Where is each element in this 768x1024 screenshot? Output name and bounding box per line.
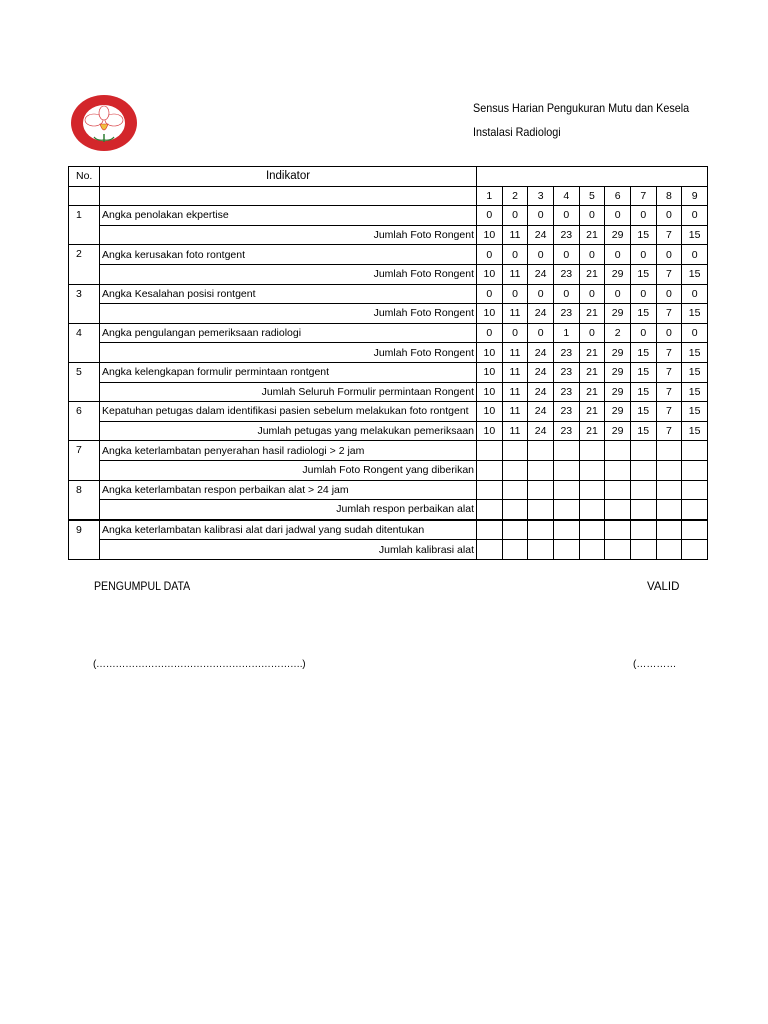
indicator-row <box>69 206 708 226</box>
denominator-value-cell: 10 <box>477 264 503 284</box>
numerator-value-cell: 2 <box>605 323 631 343</box>
numerator-value-cell: 24 <box>528 362 554 382</box>
numerator-value-cell <box>502 480 528 500</box>
denominator-value-cell <box>605 460 631 480</box>
numerator-value-cell: 29 <box>605 362 631 382</box>
denominator-value-cell: 24 <box>528 382 554 402</box>
indicator-number: 8 <box>69 480 100 500</box>
denominator-value-cell: 7 <box>656 382 682 402</box>
denominator-value-cell <box>528 460 554 480</box>
denominator-value-cell: 11 <box>502 343 528 363</box>
day-header: 2 <box>502 186 528 206</box>
denominator-value-cell: 24 <box>528 343 554 363</box>
denominator-value-cell <box>477 500 503 520</box>
indicator-number-continuation <box>69 500 100 520</box>
numerator-value-cell: 15 <box>682 362 708 382</box>
numerator-value-cell: 0 <box>605 245 631 265</box>
numerator-value-cell <box>656 520 682 540</box>
denominator-value-cell: 10 <box>477 304 503 324</box>
denominator-value-cell <box>579 460 605 480</box>
denominator-value-cell: 23 <box>553 304 579 324</box>
indicator-number-continuation <box>69 382 100 402</box>
denominator-value-cell: 15 <box>682 343 708 363</box>
denominator-value-cell <box>553 460 579 480</box>
denominator-value-cell <box>477 460 503 480</box>
denominator-row <box>69 264 708 284</box>
denominator-value-cell: 11 <box>502 264 528 284</box>
denominator-value-cell: 21 <box>579 304 605 324</box>
denominator-value-cell: 29 <box>605 225 631 245</box>
denominator-value-cell <box>630 500 656 520</box>
indicator-denominator-label: Jumlah kalibrasi alat <box>100 540 477 560</box>
denominator-value-cell <box>656 460 682 480</box>
indicator-number-continuation <box>69 343 100 363</box>
numerator-value-cell <box>656 441 682 461</box>
numerator-value-cell: 0 <box>553 284 579 304</box>
day-header: 1 <box>477 186 503 206</box>
census-table <box>68 166 708 560</box>
indicator-number-continuation <box>69 304 100 324</box>
denominator-value-cell <box>502 460 528 480</box>
indicator-denominator-label: Jumlah respon perbaikan alat <box>100 500 477 520</box>
day-header: 3 <box>528 186 554 206</box>
numerator-value-cell: 0 <box>656 323 682 343</box>
indicator-numerator-label: Angka kelengkapan formulir permintaan rontgent <box>100 362 477 382</box>
numerator-value-cell: 0 <box>477 323 503 343</box>
denominator-value-cell: 23 <box>553 343 579 363</box>
denominator-value-cell: 21 <box>579 264 605 284</box>
denominator-value-cell: 21 <box>579 343 605 363</box>
numerator-value-cell <box>477 441 503 461</box>
indicator-numerator-label: Angka keterlambatan respon perbaikan alat > 24 jam <box>100 480 477 500</box>
numerator-value-cell: 0 <box>579 206 605 226</box>
numerator-value-cell <box>477 520 503 540</box>
denominator-value-cell <box>605 500 631 520</box>
denominator-value-cell: 21 <box>579 225 605 245</box>
indicator-row <box>69 480 708 500</box>
indicator-numerator-label: Angka pengulangan pemeriksaan radiologi <box>100 323 477 343</box>
numerator-value-cell: 0 <box>579 323 605 343</box>
indicator-denominator-label: Jumlah Foto Rongent <box>100 225 477 245</box>
denominator-value-cell: 24 <box>528 421 554 441</box>
numerator-value-cell <box>605 520 631 540</box>
denominator-value-cell: 10 <box>477 343 503 363</box>
denominator-value-cell <box>656 540 682 560</box>
denominator-value-cell: 15 <box>630 343 656 363</box>
numerator-value-cell: 10 <box>477 402 503 422</box>
indicator-number-continuation <box>69 264 100 284</box>
denominator-value-cell: 15 <box>682 225 708 245</box>
indicator-numerator-label: Angka penolakan ekpertise <box>100 206 477 226</box>
indicator-row <box>69 402 708 422</box>
denominator-value-cell: 10 <box>477 382 503 402</box>
numerator-value-cell <box>553 520 579 540</box>
days-row <box>69 186 708 206</box>
numerator-value-cell: 7 <box>656 402 682 422</box>
validator-label: VALID <box>647 581 680 593</box>
numerator-value-cell <box>528 480 554 500</box>
indicator-number-continuation <box>69 421 100 441</box>
denominator-value-cell: 21 <box>579 382 605 402</box>
indicator-denominator-label: Jumlah petugas yang melakukan pemeriksaan <box>100 421 477 441</box>
numerator-value-cell: 0 <box>630 323 656 343</box>
numerator-value-cell <box>682 520 708 540</box>
indicator-row <box>69 362 708 382</box>
numerator-value-cell: 0 <box>477 206 503 226</box>
numerator-value-cell <box>528 441 554 461</box>
numerator-value-cell: 23 <box>553 362 579 382</box>
numerator-value-cell: 21 <box>579 402 605 422</box>
indicator-row <box>69 245 708 265</box>
indicator-numerator-label: Angka keterlambatan penyerahan hasil radiologi > 2 jam <box>100 441 477 461</box>
denominator-value-cell: 11 <box>502 304 528 324</box>
numerator-value-cell <box>579 480 605 500</box>
denominator-row <box>69 460 708 480</box>
denominator-row <box>69 421 708 441</box>
denominator-value-cell: 23 <box>553 225 579 245</box>
denominator-value-cell: 23 <box>553 421 579 441</box>
day-header: 5 <box>579 186 605 206</box>
indicator-row <box>69 284 708 304</box>
numerator-value-cell <box>656 480 682 500</box>
denominator-row <box>69 500 708 520</box>
denominator-value-cell: 11 <box>502 382 528 402</box>
denominator-value-cell: 15 <box>682 421 708 441</box>
numerator-value-cell: 10 <box>477 362 503 382</box>
unit-name: Instalasi Radiologi <box>473 125 561 139</box>
numerator-value-cell: 0 <box>682 206 708 226</box>
denominator-row <box>69 304 708 324</box>
denominator-value-cell: 10 <box>477 421 503 441</box>
numerator-value-cell: 0 <box>630 245 656 265</box>
denominator-value-cell: 24 <box>528 304 554 324</box>
numerator-value-cell: 0 <box>528 206 554 226</box>
denominator-value-cell: 24 <box>528 264 554 284</box>
indicator-number: 2 <box>69 245 100 265</box>
numerator-value-cell: 11 <box>502 362 528 382</box>
denominator-value-cell: 15 <box>630 421 656 441</box>
denominator-value-cell: 7 <box>656 304 682 324</box>
denominator-value-cell: 23 <box>553 382 579 402</box>
numerator-value-cell: 0 <box>477 284 503 304</box>
numerator-value-cell: 0 <box>502 284 528 304</box>
denominator-value-cell: 15 <box>682 382 708 402</box>
day-header: 8 <box>656 186 682 206</box>
numerator-value-cell <box>605 480 631 500</box>
denominator-value-cell <box>605 540 631 560</box>
report-title: Sensus Harian Pengukuran Mutu dan Kesela <box>473 101 690 115</box>
denominator-value-cell: 15 <box>630 225 656 245</box>
numerator-value-cell: 0 <box>605 284 631 304</box>
indicator-numerator-label: Angka keterlambatan kalibrasi alat dari jadwal yang sudah ditentukan <box>100 520 477 540</box>
day-header: 4 <box>553 186 579 206</box>
denominator-value-cell <box>528 500 554 520</box>
numerator-value-cell: 15 <box>630 402 656 422</box>
denominator-row <box>69 540 708 560</box>
numerator-value-cell <box>502 441 528 461</box>
indicator-numerator-label: Angka kerusakan foto rontgent <box>100 245 477 265</box>
indicator-denominator-label: Jumlah Seluruh Formulir permintaan Rongent <box>100 382 477 402</box>
denominator-value-cell: 29 <box>605 382 631 402</box>
denominator-value-cell <box>579 500 605 520</box>
denominator-value-cell: 15 <box>630 304 656 324</box>
indicator-row <box>69 441 708 461</box>
validator-signature-line: (………… <box>633 659 677 670</box>
day-header: 6 <box>605 186 631 206</box>
numerator-value-cell <box>477 480 503 500</box>
numerator-value-cell <box>553 480 579 500</box>
indicator-denominator-label: Jumlah Foto Rongent <box>100 264 477 284</box>
denominator-value-cell <box>553 540 579 560</box>
hospital-logo <box>70 94 138 152</box>
col-no-header: No. <box>69 167 100 187</box>
numerator-value-cell: 0 <box>477 245 503 265</box>
numerator-value-cell: 0 <box>682 284 708 304</box>
numerator-value-cell <box>502 520 528 540</box>
denominator-row <box>69 225 708 245</box>
numerator-value-cell: 0 <box>630 284 656 304</box>
indicator-number: 6 <box>69 402 100 422</box>
numerator-value-cell <box>630 441 656 461</box>
denominator-value-cell <box>682 500 708 520</box>
denominator-value-cell <box>630 540 656 560</box>
denominator-value-cell <box>553 500 579 520</box>
denominator-value-cell: 29 <box>605 264 631 284</box>
denominator-value-cell <box>477 540 503 560</box>
numerator-value-cell <box>630 480 656 500</box>
numerator-value-cell: 0 <box>528 323 554 343</box>
numerator-value-cell: 0 <box>656 206 682 226</box>
col-indicator-header: Indikator <box>100 167 477 187</box>
denominator-value-cell <box>528 540 554 560</box>
denominator-value-cell: 29 <box>605 304 631 324</box>
denominator-value-cell: 21 <box>579 421 605 441</box>
numerator-value-cell <box>528 520 554 540</box>
denominator-value-cell: 24 <box>528 225 554 245</box>
day-header: 9 <box>682 186 708 206</box>
denominator-value-cell: 7 <box>656 264 682 284</box>
numerator-value-cell: 0 <box>579 245 605 265</box>
numerator-value-cell: 0 <box>502 245 528 265</box>
numerator-value-cell: 0 <box>656 245 682 265</box>
numerator-value-cell <box>553 441 579 461</box>
denominator-value-cell: 7 <box>656 421 682 441</box>
numerator-value-cell: 0 <box>528 245 554 265</box>
numerator-value-cell: 11 <box>502 402 528 422</box>
denominator-value-cell: 11 <box>502 225 528 245</box>
denominator-value-cell: 29 <box>605 421 631 441</box>
indicator-denominator-label: Jumlah Foto Rongent <box>100 304 477 324</box>
denominator-value-cell: 15 <box>682 304 708 324</box>
days-row-indicator-cell <box>100 186 477 206</box>
numerator-value-cell: 15 <box>630 362 656 382</box>
numerator-value-cell: 21 <box>579 362 605 382</box>
denominator-value-cell: 11 <box>502 421 528 441</box>
denominator-value-cell: 7 <box>656 343 682 363</box>
numerator-value-cell: 0 <box>682 323 708 343</box>
denominator-value-cell: 7 <box>656 225 682 245</box>
denominator-value-cell <box>656 500 682 520</box>
indicator-denominator-label: Jumlah Foto Rongent yang diberikan <box>100 460 477 480</box>
denominator-value-cell: 23 <box>553 264 579 284</box>
numerator-value-cell: 0 <box>502 323 528 343</box>
denominator-value-cell <box>630 460 656 480</box>
indicator-row <box>69 520 708 540</box>
numerator-value-cell <box>682 441 708 461</box>
numerator-value-cell: 0 <box>656 284 682 304</box>
numerator-value-cell: 15 <box>682 402 708 422</box>
numerator-value-cell <box>605 441 631 461</box>
numerator-value-cell <box>579 441 605 461</box>
indicator-numerator-label: Angka Kesalahan posisi rontgent <box>100 284 477 304</box>
numerator-value-cell: 7 <box>656 362 682 382</box>
indicator-number: 9 <box>69 520 100 540</box>
collector-label: PENGUMPUL DATA <box>94 581 191 593</box>
denominator-value-cell: 15 <box>630 382 656 402</box>
denominator-value-cell <box>682 540 708 560</box>
numerator-value-cell: 0 <box>502 206 528 226</box>
indicator-number: 4 <box>69 323 100 343</box>
numerator-value-cell: 24 <box>528 402 554 422</box>
day-header: 7 <box>630 186 656 206</box>
indicator-number: 3 <box>69 284 100 304</box>
indicator-number-continuation <box>69 225 100 245</box>
numerator-value-cell: 1 <box>553 323 579 343</box>
denominator-value-cell <box>502 540 528 560</box>
denominator-row <box>69 382 708 402</box>
days-row-no-cell <box>69 186 100 206</box>
numerator-value-cell <box>682 480 708 500</box>
indicator-number: 1 <box>69 206 100 226</box>
numerator-value-cell: 0 <box>605 206 631 226</box>
indicator-number-continuation <box>69 540 100 560</box>
denominator-value-cell: 29 <box>605 343 631 363</box>
denominator-value-cell <box>579 540 605 560</box>
denominator-value-cell <box>502 500 528 520</box>
indicator-number: 7 <box>69 441 100 461</box>
denominator-value-cell: 15 <box>682 264 708 284</box>
numerator-value-cell <box>579 520 605 540</box>
numerator-value-cell: 29 <box>605 402 631 422</box>
days-header-span <box>477 167 708 187</box>
numerator-value-cell: 0 <box>579 284 605 304</box>
collector-signature-line: (……………………………………………………….) <box>93 659 306 670</box>
header-row <box>69 167 708 187</box>
numerator-value-cell: 23 <box>553 402 579 422</box>
denominator-value-cell <box>682 460 708 480</box>
numerator-value-cell: 0 <box>630 206 656 226</box>
denominator-value-cell: 15 <box>630 264 656 284</box>
indicator-numerator-label: Kepatuhan petugas dalam identifikasi pasien sebelum melakukan foto rontgent <box>100 402 477 422</box>
numerator-value-cell: 0 <box>553 245 579 265</box>
numerator-value-cell: 0 <box>682 245 708 265</box>
indicator-row <box>69 323 708 343</box>
census-sheet <box>68 166 701 558</box>
numerator-value-cell: 0 <box>553 206 579 226</box>
numerator-value-cell <box>630 520 656 540</box>
indicator-number: 5 <box>69 362 100 382</box>
indicator-denominator-label: Jumlah Foto Rongent <box>100 343 477 363</box>
numerator-value-cell: 0 <box>528 284 554 304</box>
denominator-row <box>69 343 708 363</box>
denominator-value-cell: 10 <box>477 225 503 245</box>
indicator-number-continuation <box>69 460 100 480</box>
